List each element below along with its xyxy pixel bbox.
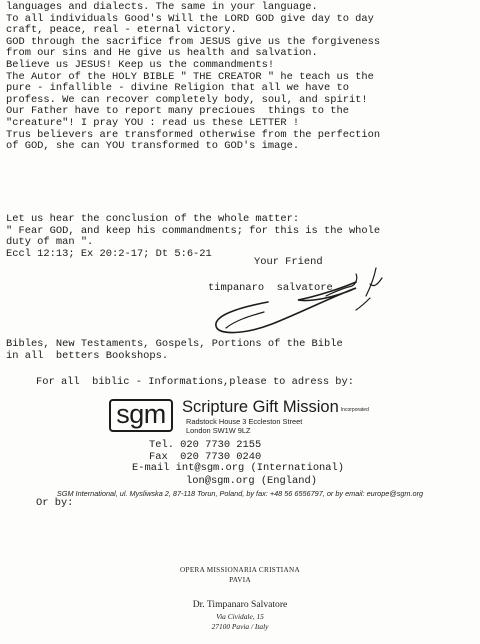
sgm-telephone: Tel. 020 7730 2155: [149, 439, 262, 451]
letter-line: from our sins and He give us health and salvation.: [6, 47, 318, 60]
bibles-note: [6, 339, 343, 362]
sgm-email-england: lon@sgm.org (England): [186, 475, 317, 487]
conclusion-line: duty of man ".: [6, 236, 94, 249]
letter-line: profess. We can recover completely body, soul, and spirit!: [6, 93, 368, 106]
sgm-address-line2: London SW1W 9LZ: [186, 426, 251, 435]
letterhead-street: Via Cividale, 15: [216, 612, 264, 621]
letterhead-city: 27100 Pavia / Italy: [211, 622, 269, 631]
letter-line: Our Father have to report many precioues things to the: [6, 105, 349, 118]
conclusion-line: Eccl 12:13; Ex 20:2-17; Dt 5:6-21: [6, 247, 212, 260]
bibles-line: Bibles, New Testaments, Gospels, Portions of the Bible: [6, 338, 343, 350]
letter-line: To all individuals Good's Will the LORD GOD give day to day: [6, 12, 374, 25]
or-by-text: Or by:: [36, 497, 74, 509]
letter-body: [6, 2, 380, 153]
sgm-address-line1: Radstock House 3 Eccleston Street: [186, 417, 303, 426]
letter-line: Believe us JESUS! Keep us the commandments!: [6, 58, 275, 71]
letter-line: Trus believers are transformed otherwise from the perfection: [6, 128, 381, 141]
letter-line: "creature"! I pray YOU : read us these LETTER !: [6, 116, 300, 129]
sgm-incorporated: Incorporated: [340, 407, 369, 413]
conclusion-block: [6, 214, 380, 260]
sgm-fax: Fax 020 7730 0240: [149, 451, 262, 463]
sgm-name-text: Scripture Gift Mission: [182, 398, 339, 416]
letter-line: of GOD, she can YOU transformed to GOD's image.: [6, 140, 300, 153]
letter-line: pure - infallible - divine Religion that all we have to: [6, 82, 349, 95]
signature-name: timpanaro salvatore: [208, 282, 333, 294]
sgm-name: [182, 398, 369, 419]
letter-line: GOD through the sacrifice from JESUS give us the forgiveness: [6, 35, 381, 48]
letter-line: languages and dialects. The same in your language.: [6, 1, 318, 13]
info-line: For all biblic - Informations,please to adress by:: [36, 376, 355, 388]
letter-line: craft, peace, real - eternal victory.: [6, 24, 237, 37]
sgm-logo: sgm: [109, 399, 173, 432]
letter-line: The Autor of the HOLY BIBLE " THE CREATOR " he teach us the: [6, 70, 374, 83]
conclusion-line: " Fear GOD, and keep his commandments; for this is the whole: [6, 224, 381, 237]
letterhead-org-line2: PAVIA: [229, 576, 251, 584]
letterhead-org-line1: OPERA MISSIONARIA CRISTIANA: [180, 566, 300, 574]
sgm-email-international: E-mail int@sgm.org (International): [132, 462, 345, 474]
letterhead-person: Dr. Timpanaro Salvatore: [192, 599, 288, 610]
conclusion-line: Let us hear the conclusion of the whole matter:: [6, 213, 300, 225]
bibles-line: in all betters Bookshops.: [6, 349, 169, 362]
handwritten-signature: [206, 262, 396, 340]
sgm-international-address: SGM International, ul. Mysliwska 2, 87-118 Torun, Poland, by fax: +48 56 6556797, or by email: europe@sgm.org: [56, 489, 424, 498]
closing-text: Your Friend: [254, 256, 323, 268]
